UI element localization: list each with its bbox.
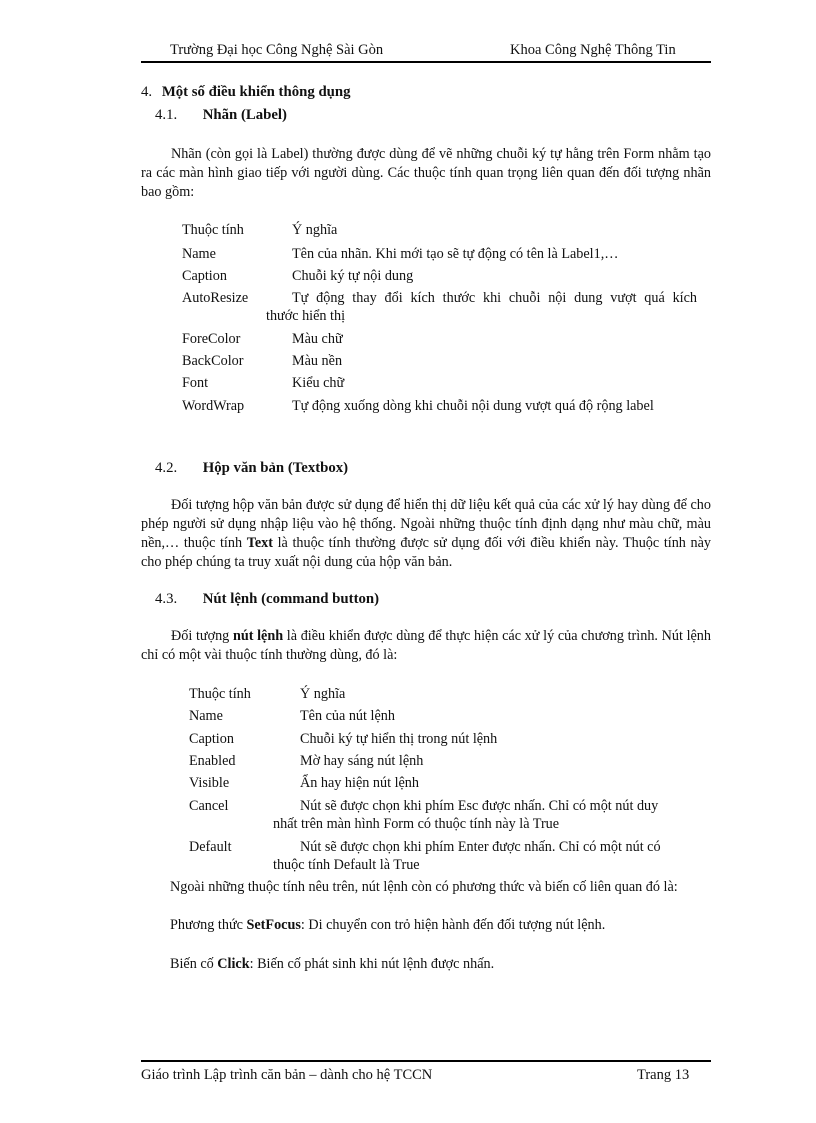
section-4-heading	[141, 84, 351, 101]
button-prop-meaning-cont: thuộc tính Default là True	[273, 857, 420, 873]
button-prop-name: Name	[189, 708, 223, 724]
label-prop-name: WordWrap	[182, 398, 245, 414]
footer-rule	[141, 1060, 711, 1062]
button-prop-meaning-cont: nhất trên màn hình Form có thuộc tính này là True	[273, 816, 560, 832]
button-section-number: 4.3.	[155, 591, 178, 607]
label-prop-name: Name	[182, 246, 216, 262]
button-prop-name: Enabled	[189, 753, 236, 769]
label-prop-meaning: Kiểu chữ	[292, 375, 345, 391]
footer-course-title: Giáo trình Lập trình căn bản – dành cho hệ TCCN	[141, 1067, 433, 1083]
button-prop-name: Cancel	[189, 798, 229, 814]
button-properties-table	[189, 686, 709, 876]
click-event-line: Biến cố Click: Biến cố phát sinh khi nút lệnh được nhấn.	[170, 956, 495, 972]
setfocus-method-name: SetFocus	[246, 917, 301, 933]
label-prop-name: Font	[182, 375, 209, 391]
button-prop-meaning: Tên của nút lệnh	[300, 708, 395, 724]
label-prop-name: Caption	[182, 268, 227, 284]
button-table-header-meaning: Ý nghĩa	[300, 686, 346, 702]
button-prop-meaning: Mờ hay sáng nút lệnh	[300, 753, 424, 769]
label-properties-table	[182, 222, 712, 422]
header-school: Trường Đại học Công Nghệ Sài Gòn	[170, 42, 384, 58]
section-4-number: 4.	[141, 84, 153, 100]
click-event-name: Click	[217, 956, 250, 972]
label-intro-paragraph: Nhãn (còn gọi là Label) thường được dùng để vẽ những chuỗi ký tự hằng trên Form nhằm tạo ra các màn hình giao tiếp với người dùng. Các thuộc tính quan trọng liên quan đến đối tượng nhãn bao gồm:	[141, 146, 711, 200]
button-term: nút lệnh	[232, 628, 284, 644]
button-prop-meaning: Ẩn hay hiện nút lệnh	[300, 775, 419, 791]
button-section-heading	[155, 591, 379, 608]
button-prop-name: Caption	[189, 731, 234, 747]
textbox-section-heading	[155, 460, 348, 477]
footer-page-number: Trang 13	[637, 1067, 690, 1083]
label-prop-meaning: Tự động thay đổi kích thước khi chuỗi nội dung vượt quá kích	[292, 290, 697, 306]
header-rule	[141, 61, 711, 63]
label-prop-meaning: Tên của nhãn. Khi mới tạo sẽ tự động có tên là Label1,…	[292, 246, 619, 262]
label-prop-name: ForeColor	[182, 331, 241, 347]
label-section-title: Nhãn (Label)	[202, 107, 287, 123]
label-prop-name: BackColor	[182, 353, 244, 369]
button-section-title: Nút lệnh (command button)	[202, 591, 380, 607]
label-prop-name: AutoResize	[182, 290, 249, 306]
button-prop-meaning: Chuỗi ký tự hiển thị trong nút lệnh	[300, 731, 498, 747]
label-prop-meaning-cont: thước hiển thị	[266, 308, 346, 324]
textbox-section-title: Hộp văn bản (Textbox)	[202, 460, 349, 476]
label-prop-meaning: Tự động xuống dòng khi chuỗi nội dung vượt quá độ rộng label	[292, 398, 654, 414]
button-table-header-property: Thuộc tính	[189, 686, 251, 702]
label-prop-meaning: Màu chữ	[292, 331, 343, 347]
label-table-header-property: Thuộc tính	[182, 222, 244, 238]
label-prop-meaning: Chuỗi ký tự nội dung	[292, 268, 414, 284]
button-prop-meaning: Nút sẽ được chọn khi phím Esc được nhấn. Chỉ có một nút duy	[300, 798, 659, 814]
setfocus-method-line: Phương thức SetFocus: Di chuyển con trỏ hiện hành đến đối tượng nút lệnh.	[170, 917, 606, 933]
text-property-term: Text	[246, 535, 273, 551]
header-faculty: Khoa Công Nghệ Thông Tin	[510, 42, 676, 58]
textbox-paragraph: Đối tượng hộp văn bản được sử dụng để hiển thị dữ liệu kết quả của các xử lý hay dùng để cho phép người sử dụng nhập liệu vào hệ thống. Ngoài những thuộc tính định dạng như màu chữ, màu nền,… thuộc tính Text là thuộc tính thường được sử dụng đối với điều khiển này. Thuộc tính này cho phép chúng ta truy xuất nội dung của hộp văn bản.	[141, 497, 711, 570]
label-section-number: 4.1.	[155, 107, 178, 123]
button-prop-name: Visible	[189, 775, 230, 791]
button-note: Ngoài những thuộc tính nêu trên, nút lệnh còn có phương thức và biến cố liên quan đó là:	[170, 879, 678, 895]
label-prop-meaning: Màu nền	[292, 353, 343, 369]
button-prop-name: Default	[189, 839, 232, 855]
label-table-header-meaning: Ý nghĩa	[292, 222, 338, 238]
button-paragraph: Đối tượng nút lệnh là điều khiển được dùng để thực hiện các xử lý của chương trình. Nút lệnh chỉ có một vài thuộc tính thường dùng, đó là:	[141, 628, 711, 663]
label-section-heading	[155, 107, 287, 124]
button-prop-meaning: Nút sẽ được chọn khi phím Enter được nhấn. Chỉ có một nút có	[300, 839, 661, 855]
textbox-section-number: 4.2.	[155, 460, 178, 476]
section-4-title: Một số điều khiển thông dụng	[161, 84, 351, 100]
